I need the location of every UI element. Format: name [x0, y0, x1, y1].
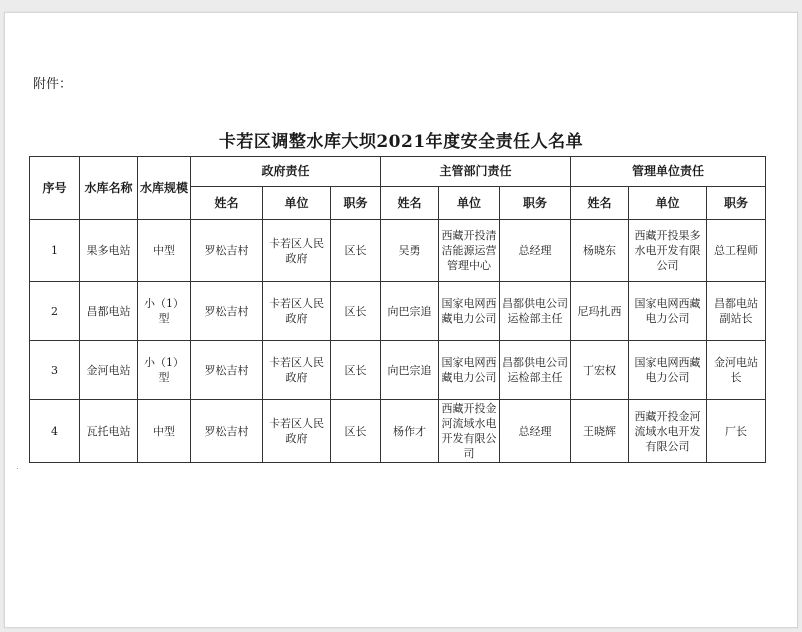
cell-mgmt-unit: 国家电网西藏电力公司	[629, 341, 707, 400]
cell-gov-position: 区长	[331, 282, 381, 341]
cell-reservoir: 瓦托电站	[80, 400, 138, 463]
cell-mgmt-position: 金河电站长	[707, 341, 766, 400]
header-dept-position: 职务	[500, 187, 571, 220]
cell-mgmt-name: 杨晓东	[571, 220, 629, 282]
cell-scale: 中型	[138, 400, 191, 463]
cell-dept-name: 杨作才	[381, 400, 439, 463]
table-row	[30, 341, 766, 400]
cell-dept-position: 昌都供电公司运检部主任	[500, 282, 571, 341]
document-page	[4, 12, 798, 628]
cell-gov-name: 罗松吉村	[191, 282, 263, 341]
cell-mgmt-unit: 西藏开投金河流域水电开发有限公司	[629, 400, 707, 463]
cell-mgmt-name: 丁宏权	[571, 341, 629, 400]
cell-scale: 中型	[138, 220, 191, 282]
cell-dept-name: 吴勇	[381, 220, 439, 282]
cell-seq: 1	[30, 220, 80, 282]
cell-gov-position: 区长	[331, 341, 381, 400]
cell-seq: 4	[30, 400, 80, 463]
cell-seq: 3	[30, 341, 80, 400]
cell-mgmt-name: 尼玛扎西	[571, 282, 629, 341]
cell-dept-position: 总经理	[500, 220, 571, 282]
document-title: 卡若区调整水库大坝2021年度安全责任人名单	[218, 132, 584, 152]
cell-mgmt-position: 昌都电站副站长	[707, 282, 766, 341]
table-row	[30, 400, 766, 463]
header-gov-group: 政府责任	[191, 157, 381, 187]
header-mgmt-group: 管理单位责任	[571, 157, 766, 187]
cell-dept-name: 向巴宗追	[381, 341, 439, 400]
cell-mgmt-unit: 西藏开投果多水电开发有限公司	[629, 220, 707, 282]
header-dept-group: 主管部门责任	[381, 157, 571, 187]
header-dept-name: 姓名	[381, 187, 439, 220]
attachment-label: 附件：	[33, 77, 73, 92]
cell-gov-unit: 卡若区人民政府	[263, 282, 331, 341]
header-dept-unit: 单位	[439, 187, 500, 220]
cell-reservoir: 果多电站	[80, 220, 138, 282]
header-gov-name: 姓名	[191, 187, 263, 220]
cell-scale: 小（1）型	[138, 341, 191, 400]
cell-mgmt-name: 王晓辉	[571, 400, 629, 463]
header-mgmt-position: 职务	[707, 187, 766, 220]
cell-reservoir: 金河电站	[80, 341, 138, 400]
cell-dept-unit: 西藏开投清洁能源运营管理中心	[439, 220, 500, 282]
cell-dept-unit: 国家电网西藏电力公司	[439, 341, 500, 400]
cell-dept-position: 总经理	[500, 400, 571, 463]
scan-speck	[17, 468, 18, 469]
header-row-1	[30, 157, 766, 187]
cell-mgmt-position: 厂长	[707, 400, 766, 463]
cell-reservoir: 昌都电站	[80, 282, 138, 341]
cell-dept-position: 昌都供电公司运检部主任	[500, 341, 571, 400]
cell-gov-name: 罗松吉村	[191, 220, 263, 282]
cell-gov-unit: 卡若区人民政府	[263, 341, 331, 400]
table-row	[30, 220, 766, 282]
cell-gov-position: 区长	[331, 220, 381, 282]
header-mgmt-unit: 单位	[629, 187, 707, 220]
cell-gov-position: 区长	[331, 400, 381, 463]
cell-dept-unit: 西藏开投金河流域水电开发有限公司	[439, 400, 500, 463]
responsibility-table	[29, 156, 766, 463]
header-mgmt-name: 姓名	[571, 187, 629, 220]
cell-gov-name: 罗松吉村	[191, 400, 263, 463]
header-gov-position: 职务	[331, 187, 381, 220]
cell-gov-unit: 卡若区人民政府	[263, 400, 331, 463]
table-row	[30, 282, 766, 341]
header-gov-unit: 单位	[263, 187, 331, 220]
cell-gov-unit: 卡若区人民政府	[263, 220, 331, 282]
cell-dept-name: 向巴宗追	[381, 282, 439, 341]
cell-seq: 2	[30, 282, 80, 341]
header-reservoir-scale: 水库规模	[138, 157, 191, 220]
header-reservoir-name: 水库名称	[80, 157, 138, 220]
cell-dept-unit: 国家电网西藏电力公司	[439, 282, 500, 341]
cell-gov-name: 罗松吉村	[191, 341, 263, 400]
cell-scale: 小（1）型	[138, 282, 191, 341]
cell-mgmt-position: 总工程师	[707, 220, 766, 282]
cell-mgmt-unit: 国家电网西藏电力公司	[629, 282, 707, 341]
header-seq: 序号	[30, 157, 80, 220]
